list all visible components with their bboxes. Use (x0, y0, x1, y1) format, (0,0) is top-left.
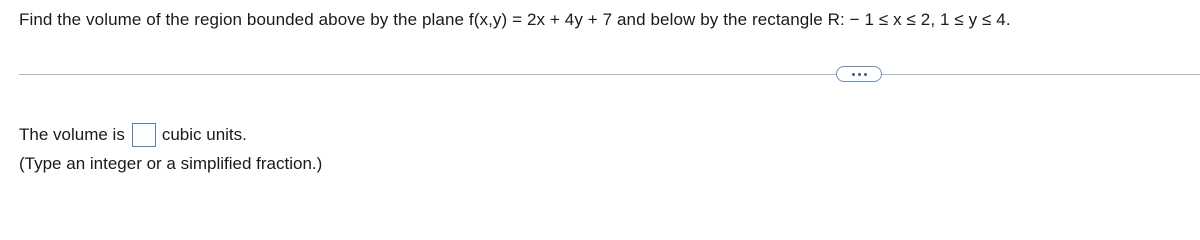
section-divider (19, 74, 1200, 75)
question-text: Find the volume of the region bounded above by the plane f(x,y) = 2x + 4y + 7 and below by the rectangle R: − 1 ≤ x ≤ 2, 1 ≤ y ≤ 4. (19, 10, 1011, 29)
ellipsis-icon (852, 73, 855, 76)
expand-more-button[interactable] (836, 66, 882, 82)
answer-format-hint: (Type an integer or a simplified fraction.) (19, 154, 323, 173)
ellipsis-icon (858, 73, 861, 76)
answer-line (19, 122, 247, 148)
volume-answer-input[interactable] (132, 123, 156, 147)
answer-prefix: The volume is (19, 125, 125, 144)
answer-suffix: cubic units. (161, 125, 247, 144)
ellipsis-icon (864, 73, 867, 76)
